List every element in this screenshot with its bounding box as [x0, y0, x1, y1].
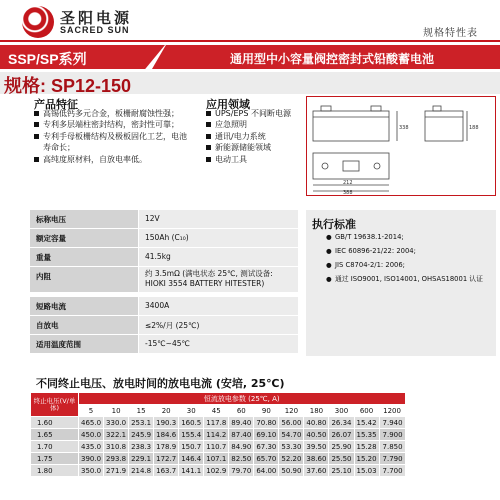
- discharge-body: [31, 417, 406, 477]
- table-row: [31, 441, 406, 453]
- table-cell: 330.0: [104, 417, 129, 429]
- table-cell: 52.20: [279, 453, 304, 465]
- document-title: 规格特性表: [423, 28, 478, 39]
- time-cell: 20: [154, 405, 179, 417]
- features-list: [34, 108, 194, 165]
- table-cell: 54.70: [279, 429, 304, 441]
- table-cell: 64.00: [254, 465, 279, 477]
- time-cell: 30: [179, 405, 204, 417]
- spec-table: [28, 210, 298, 356]
- table-cell: 229.1: [129, 453, 154, 465]
- battery-drawing: [307, 97, 495, 195]
- feature-item: 专利手母板栅结构及极板固化工艺，电池寿命长；: [34, 131, 194, 154]
- spec-key: 额定容量: [30, 229, 138, 247]
- spec-key: 内阻: [30, 267, 138, 292]
- series-subtitle: 通用型中小容量阀控密封式铅酸蓄电池: [230, 52, 435, 66]
- table-cell: 245.9: [129, 429, 154, 441]
- table-cell: 89.40: [229, 417, 254, 429]
- table-cell: 184.6: [154, 429, 179, 441]
- dim-label: 388: [343, 190, 353, 195]
- table-cell: 67.30: [254, 441, 279, 453]
- brand-name-en: SACRED SUN: [60, 25, 130, 35]
- table-cell: 25.90: [329, 441, 354, 453]
- table-cell: 25.50: [329, 453, 354, 465]
- table-cell: 50.90: [279, 465, 304, 477]
- time-cell: 60: [229, 405, 254, 417]
- time-header: 恒流放电参数 (25℃, A): [79, 393, 406, 405]
- features-heading: 产品特征: [34, 98, 78, 111]
- brand-logo: [22, 6, 54, 38]
- applications-list: [206, 108, 306, 165]
- table-cell: 65.70: [254, 453, 279, 465]
- table-row: [31, 429, 406, 441]
- time-cell: 5: [79, 405, 104, 417]
- feature-item: 高锡低钙多元合金，板栅耐腐蚀性强；: [34, 108, 194, 119]
- spec-key: 适用温度范围: [30, 335, 138, 353]
- table-cell: 40.50: [304, 429, 329, 441]
- voltage-cell: 1.70: [31, 441, 79, 453]
- table-cell: 15.28: [354, 441, 379, 453]
- table-cell: 15.42: [354, 417, 379, 429]
- time-row: [31, 405, 406, 417]
- table-cell: 117.8: [204, 417, 229, 429]
- table-cell: 163.7: [154, 465, 179, 477]
- time-cell: 1200: [379, 405, 405, 417]
- spec-value: [139, 267, 298, 292]
- table-cell: 39.50: [304, 441, 329, 453]
- standard-item: ● JIS C8704-2/1: 2006;: [326, 261, 496, 270]
- spec-value: 3400A: [139, 297, 298, 315]
- standards-list: [326, 233, 496, 289]
- spec-row: [28, 229, 298, 247]
- feature-item: 专利多层端柱密封结构，密封性可靠；: [34, 119, 194, 130]
- table-cell: 178.9: [154, 441, 179, 453]
- time-cell: 15: [129, 405, 154, 417]
- table-cell: 114.2: [204, 429, 229, 441]
- spec-row: [28, 210, 298, 228]
- application-item: 通讯/电力系统: [206, 131, 306, 142]
- spec-row: [28, 316, 298, 334]
- spec-row: [28, 248, 298, 266]
- table-cell: 271.9: [104, 465, 129, 477]
- table-cell: 7.940: [379, 417, 405, 429]
- table-cell: 26.07: [329, 429, 354, 441]
- dim-label: 188: [469, 125, 479, 131]
- application-item: UPS/EPS 不间断电源: [206, 108, 306, 119]
- dim-label: 212: [343, 180, 353, 186]
- table-cell: 37.60: [304, 465, 329, 477]
- brand-name-cn: 圣阳电源: [60, 9, 133, 27]
- table-cell: 15.35: [354, 429, 379, 441]
- discharge-title: 不同终止电压、放电时间的放电电流 (安培, 25℃): [36, 377, 285, 390]
- applications-heading: 应用领域: [206, 98, 250, 111]
- table-cell: 25.10: [329, 465, 354, 477]
- table-cell: 150.7: [179, 441, 204, 453]
- spec-value-line: 约 3.5mΩ (满电状态 25℃, 测试设备:: [145, 269, 273, 278]
- table-cell: 26.34: [329, 417, 354, 429]
- spec-value-line: HIOKI 3554 BATTERY HITESTER): [145, 279, 265, 288]
- spec-value: ≤2%/月 (25℃): [139, 316, 298, 334]
- application-item: 新能源储能领域: [206, 142, 306, 153]
- voltage-cell: 1.65: [31, 429, 79, 441]
- spec-value: 150Ah (C₁₀): [139, 229, 298, 247]
- standard-item: ● IEC 60896-21/22: 2004;: [326, 247, 496, 256]
- table-cell: 146.4: [179, 453, 204, 465]
- table-cell: 102.9: [204, 465, 229, 477]
- discharge-table: [30, 392, 406, 477]
- table-cell: 141.1: [179, 465, 204, 477]
- table-cell: 84.90: [229, 441, 254, 453]
- table-cell: 107.1: [204, 453, 229, 465]
- spec-key: 重量: [30, 248, 138, 266]
- voltage-cell: 1.80: [31, 465, 79, 477]
- table-cell: 350.0: [79, 465, 104, 477]
- table-cell: 450.0: [79, 429, 104, 441]
- table-cell: 310.8: [104, 441, 129, 453]
- table-row: [31, 453, 406, 465]
- dim-label: 338: [399, 125, 409, 131]
- table-cell: 172.7: [154, 453, 179, 465]
- spec-key: 标称电压: [30, 210, 138, 228]
- time-cell: 600: [354, 405, 379, 417]
- battery-drawing-frame: [306, 96, 496, 196]
- table-cell: 7.700: [379, 465, 405, 477]
- spec-key: 自放电: [30, 316, 138, 334]
- table-cell: 214.8: [129, 465, 154, 477]
- table-cell: 293.8: [104, 453, 129, 465]
- table-cell: 155.4: [179, 429, 204, 441]
- spec-value: 41.5kg: [139, 248, 298, 266]
- model-title: 规格: SP12-150: [4, 76, 132, 96]
- table-cell: 160.5: [179, 417, 204, 429]
- table-cell: 435.0: [79, 441, 104, 453]
- time-cell: 120: [279, 405, 304, 417]
- table-cell: 69.10: [254, 429, 279, 441]
- voltage-header: 终止电压(V/单体): [31, 393, 79, 417]
- table-cell: 87.40: [229, 429, 254, 441]
- spec-key: 短路电流: [30, 297, 138, 315]
- spec-row: [28, 335, 298, 353]
- table-cell: 7.850: [379, 441, 405, 453]
- time-cell: 180: [304, 405, 329, 417]
- table-cell: 70.80: [254, 417, 279, 429]
- header-divider: [0, 40, 500, 42]
- table-cell: 38.60: [304, 453, 329, 465]
- table-cell: 253.1: [129, 417, 154, 429]
- table-cell: 15.20: [354, 453, 379, 465]
- table-cell: 7.790: [379, 453, 405, 465]
- table-cell: 7.900: [379, 429, 405, 441]
- voltage-cell: 1.75: [31, 453, 79, 465]
- table-cell: 390.0: [79, 453, 104, 465]
- series-name: SSP/SP系列: [8, 51, 87, 67]
- table-cell: 15.03: [354, 465, 379, 477]
- time-cell: 45: [204, 405, 229, 417]
- standards-heading: 执行标准: [312, 218, 356, 231]
- spec-row: [28, 297, 298, 315]
- feature-item: 高纯度原材料，自放电率低。: [34, 154, 194, 165]
- table-cell: 322.1: [104, 429, 129, 441]
- time-cell: 90: [254, 405, 279, 417]
- table-cell: 40.80: [304, 417, 329, 429]
- spec-row: [28, 267, 298, 292]
- standard-item: ● 通过 ISO9001, ISO14001, OHSAS18001 认证: [326, 275, 496, 284]
- table-cell: 465.0: [79, 417, 104, 429]
- table-cell: 82.50: [229, 453, 254, 465]
- table-cell: 79.70: [229, 465, 254, 477]
- table-row: [31, 417, 406, 429]
- table-cell: 110.7: [204, 441, 229, 453]
- application-item: 电动工具: [206, 154, 306, 165]
- table-cell: 53.30: [279, 441, 304, 453]
- time-cell: 300: [329, 405, 354, 417]
- table-cell: 190.3: [154, 417, 179, 429]
- spec-value: -15℃~45℃: [139, 335, 298, 353]
- time-cell: 10: [104, 405, 129, 417]
- standard-item: ● GB/T 19638.1-2014;: [326, 233, 496, 242]
- voltage-cell: 1.60: [31, 417, 79, 429]
- table-cell: 56.00: [279, 417, 304, 429]
- spec-value: 12V: [139, 210, 298, 228]
- table-row: [31, 465, 406, 477]
- application-item: 应急照明: [206, 119, 306, 130]
- table-cell: 238.3: [129, 441, 154, 453]
